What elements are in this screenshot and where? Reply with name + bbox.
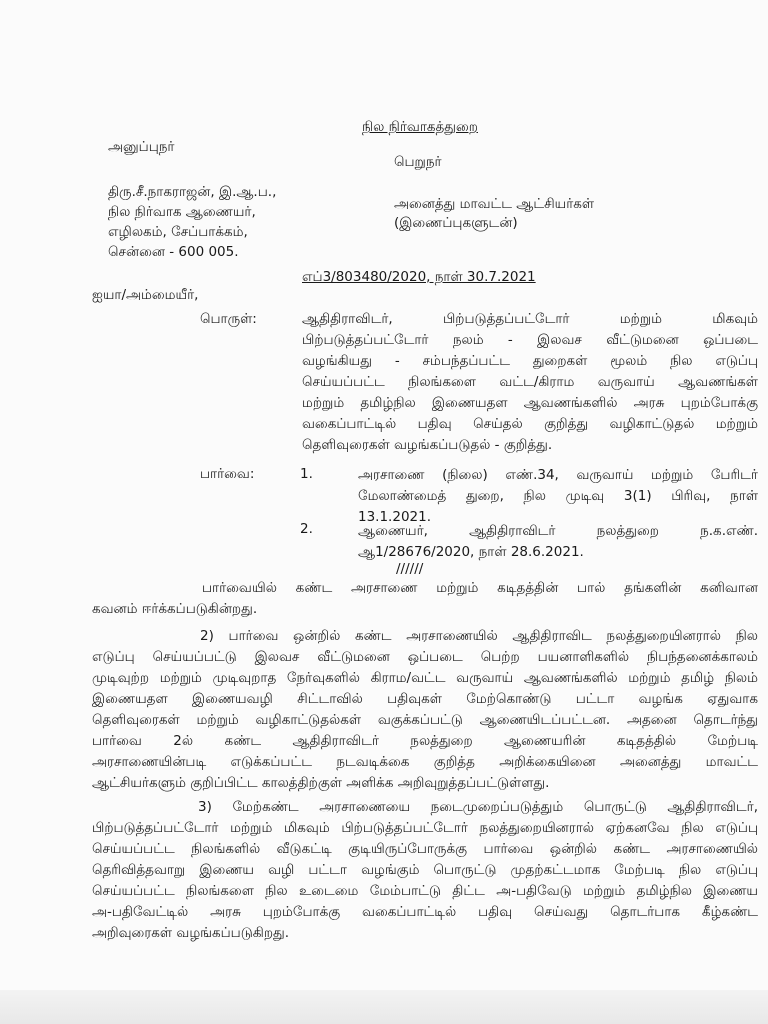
paragraph-line: அ-பதிவேட்டில் அரசு புறம்போக்கு வகைப்பாட்டில் பதிவு செய்வது தொடர்பாக கீழ்கண்ட [92,904,758,920]
reference-line: 13.1.2021. [358,509,431,525]
paragraph-line: ஆட்சியர்களும் குறிப்பிட்ட காலத்திற்குள் அளிக்க அறிவுறுத்தப்பட்டுள்ளது. [92,775,550,791]
subject-line: ஆதிதிராவிடர், பிற்படுத்தப்பட்டோர் மற்றும் மிகவும் [302,311,758,327]
reference-item [358,465,758,528]
department-title: நில நிர்வாகத்துறை [362,119,478,135]
paragraph-line: முடிவுற்ற மற்றும் முடிவுறாத நேர்வுகளில் கிராம/வட்ட வருவாய் ஆவணங்களில் மற்றும் தமிழ் நிலம் [92,670,758,686]
subject-line: செய்யப்பட்ட நிலங்களை வட்ட/கிராம வருவாய் ஆவணங்கள் [302,374,758,390]
subject-line: தெளிவுரைகள் வழங்கப்படுதல் - குறித்து. [302,437,553,453]
reference-item-number: 2. [300,521,313,537]
paragraph-3 [92,797,758,944]
recipient-heading: பெறுநர் [394,154,442,170]
reference-item-number: 1. [300,466,313,482]
paragraph-line: பார்வை 2ல் கண்ட ஆதிதிராவிடர் நலத்துறை ஆணையரின் கடிதத்தில் மேற்படி [92,733,758,749]
paragraph-line: அறிவுரைகள் வழங்கப்படுகிறது. [92,925,290,941]
separator-mark: ////// [396,561,424,577]
paragraph-line: பார்வையில் கண்ட அரசாணை மற்றும் கடிதத்தின் பால் தங்களின் கனிவான [202,580,758,596]
paragraph-line: செய்யப்பட்ட நிலங்களில் வீடுகட்டி குடியிருப்போருக்கு பார்வை ஒன்றில் கண்ட அரசாணையில் [92,841,758,857]
sender-line: திரு.சீ.நாகராஜன், இ.ஆ.ப., [108,184,277,200]
paragraph-2 [92,626,758,794]
sender-line: எழிலகம், சேப்பாக்கம், [108,224,248,240]
paragraph-line: செய்யப்பட்ட நிலங்களை நில உடைமை மேம்பாட்டு திட்ட அ-பதிவேடு மற்றும் தமிழ்நில இணைய [92,883,758,899]
subject-line: வகைப்பாட்டில் பதிவு செய்தல் குறித்து வழிகாட்டுதல் மற்றும் [302,416,758,432]
recipient-line: அனைத்து மாவட்ட ஆட்சியர்கள் [394,196,595,212]
paragraph-line: 3) மேற்கண்ட அரசாணையை நடைமுறைப்படுத்தும் பொருட்டு ஆதிதிராவிடர், [198,799,758,815]
subject-label: பொருள்: [200,311,257,327]
subject-line: வழங்கியது - சம்பந்தப்பட்ட துறைகள் மூலம் நில எடுப்பு [302,353,758,369]
reference-item [358,521,758,563]
paragraph-line: அரசாணையின்படி எடுக்கப்பட்ட நடவடிக்கை குறித்த அறிக்கையினை அனைத்து மாவட்ட [92,754,758,770]
paragraph-line: இணையதள இணையவழி சிட்டாவில் பதிவுகள் மேற்கொண்டு பட்டா வழங்க ஏதுவாக [92,691,758,707]
paragraph-line: பிற்படுத்தப்பட்டோர் மற்றும் மிகவும் பிற்படுத்தப்பட்டோர் நலத்துறையினரால் ஏற்கனவே நில எடுப்பு [92,820,758,836]
paragraph-line: கவனம் ஈர்க்கப்படுகின்றது. [92,601,258,617]
paragraph-line: தெரிவித்தவாறு இணைய வழி பட்டா வழங்கும் பொருட்டு முதற்கட்டமாக மேற்படி நில எடுப்பு [92,862,758,878]
page-bottom-edge [0,990,768,1024]
reference-label: பார்வை: [200,466,255,482]
recipient-line: (இணைப்புகளுடன்) [394,215,518,231]
reference-line: அரசாணை (நிலை) எண்.34, வருவாய் மற்றும் பேரிடர் [358,467,758,483]
subject-text [302,309,758,456]
salutation: ஐயா/அம்மையீர், [92,287,199,303]
sender-line: நில நிர்வாக ஆணையர், [108,204,256,220]
subject-line: பிற்படுத்தப்பட்டோர் நலம் - இலவச வீட்டுமனை ஒப்படை [302,332,758,348]
reference-line: மேலாண்மைத் துறை, நில முடிவு 3(1) பிரிவு, நாள் [358,488,758,504]
sender-heading: அனுப்புநர் [108,139,175,155]
reference-number: எப்3/803480/2020, நாள் 30.7.2021 [302,269,536,285]
paragraph-line: எடுப்பு செய்யப்பட்டு இலவச வீட்டுமனை ஒப்படை பெற்ற பயனாளிகளில் நிபந்தனைக்காலம் [92,649,758,665]
reference-line: ஆணையர், ஆதிதிராவிடர் நலத்துறை ந.க.எண். [358,523,758,539]
paragraph-1 [92,578,758,620]
paragraph-line: தெளிவுரைகள் மற்றும் வழிகாட்டுதல்கள் வகுக்கப்பட்டு ஆணையிடப்பட்டன. அதனை தொடர்ந்து [92,712,758,728]
sender-line: சென்னை - 600 005. [108,244,239,260]
paragraph-line: 2) பார்வை ஒன்றில் கண்ட அரசாணையில் ஆதிதிராவிட நலத்துறையினரால் நில [200,628,758,644]
subject-line: மற்றும் தமிழ்நில இணையதள ஆவணங்களில் அரசு புறம்போக்கு [302,395,758,411]
reference-line: ஆ1/28676/2020, நாள் 28.6.2021. [358,544,584,560]
